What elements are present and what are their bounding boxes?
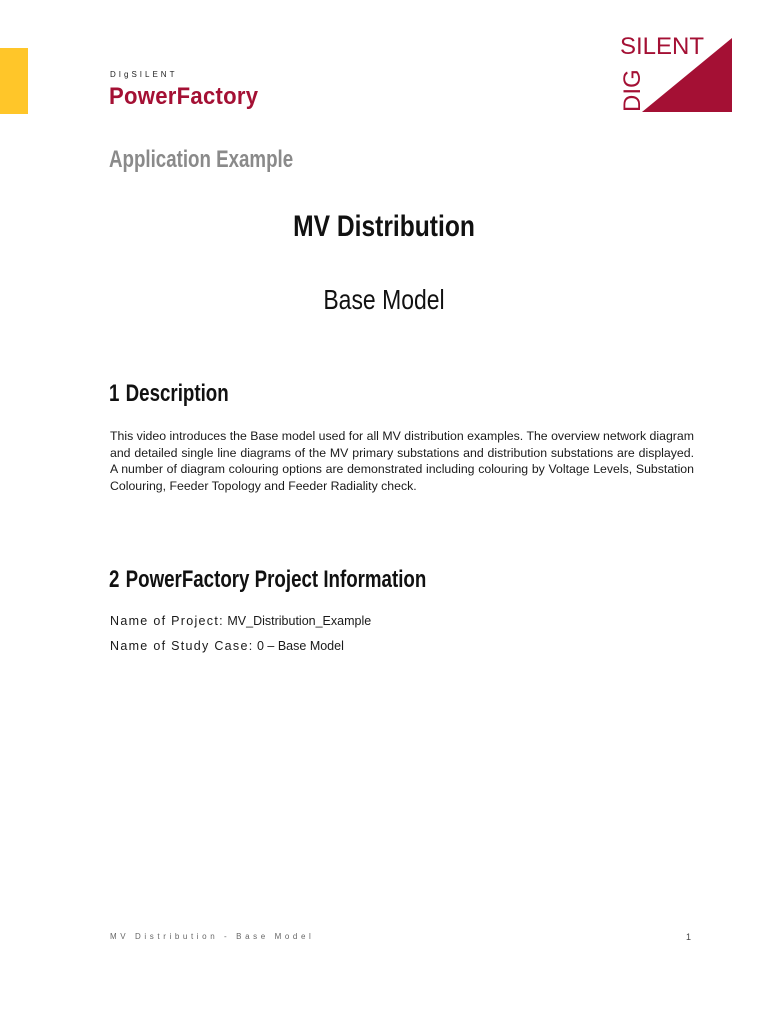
section-title: PowerFactory Project Information (125, 566, 427, 593)
section-heading-project-information (109, 566, 426, 594)
product-name: PowerFactory (109, 83, 259, 110)
accent-bar (0, 48, 28, 114)
project-name-line (110, 614, 371, 628)
study-case-value: 0 – Base Model (257, 639, 344, 653)
study-case-label: Name of Study Case: (110, 639, 254, 653)
logo-text-silent: SILENT (620, 33, 705, 60)
brand-name: DIgSILENT (110, 70, 178, 79)
project-name-value: MV_Distribution_Example (227, 614, 372, 628)
description-paragraph: This video introduces the Base model used for all MV distribution examples. The overview network diagram and detailed single line diagrams of the MV primary substations and distribution substations are displayed. A number of diagram colouring options are demonstrated including colouring by Voltage Levels, Substation Colouring, Feeder Topology and Feeder Radiality check. (110, 429, 694, 493)
section-number: 2 (109, 566, 120, 593)
document-title: MV Distribution (293, 210, 475, 243)
document-subtitle: Base Model (323, 284, 445, 315)
digsilent-logo (612, 30, 734, 112)
section-title: Description (125, 380, 229, 407)
footer-document-title: MV Distribution - Base Model (110, 932, 315, 941)
page-number: 1 (686, 932, 692, 942)
section-heading-description (109, 380, 229, 408)
study-case-line (110, 639, 344, 653)
document-type: Application Example (109, 146, 294, 173)
logo-text-dig: DIG (619, 69, 646, 112)
project-name-label: Name of Project: (110, 614, 224, 628)
section-number: 1 (109, 380, 120, 407)
